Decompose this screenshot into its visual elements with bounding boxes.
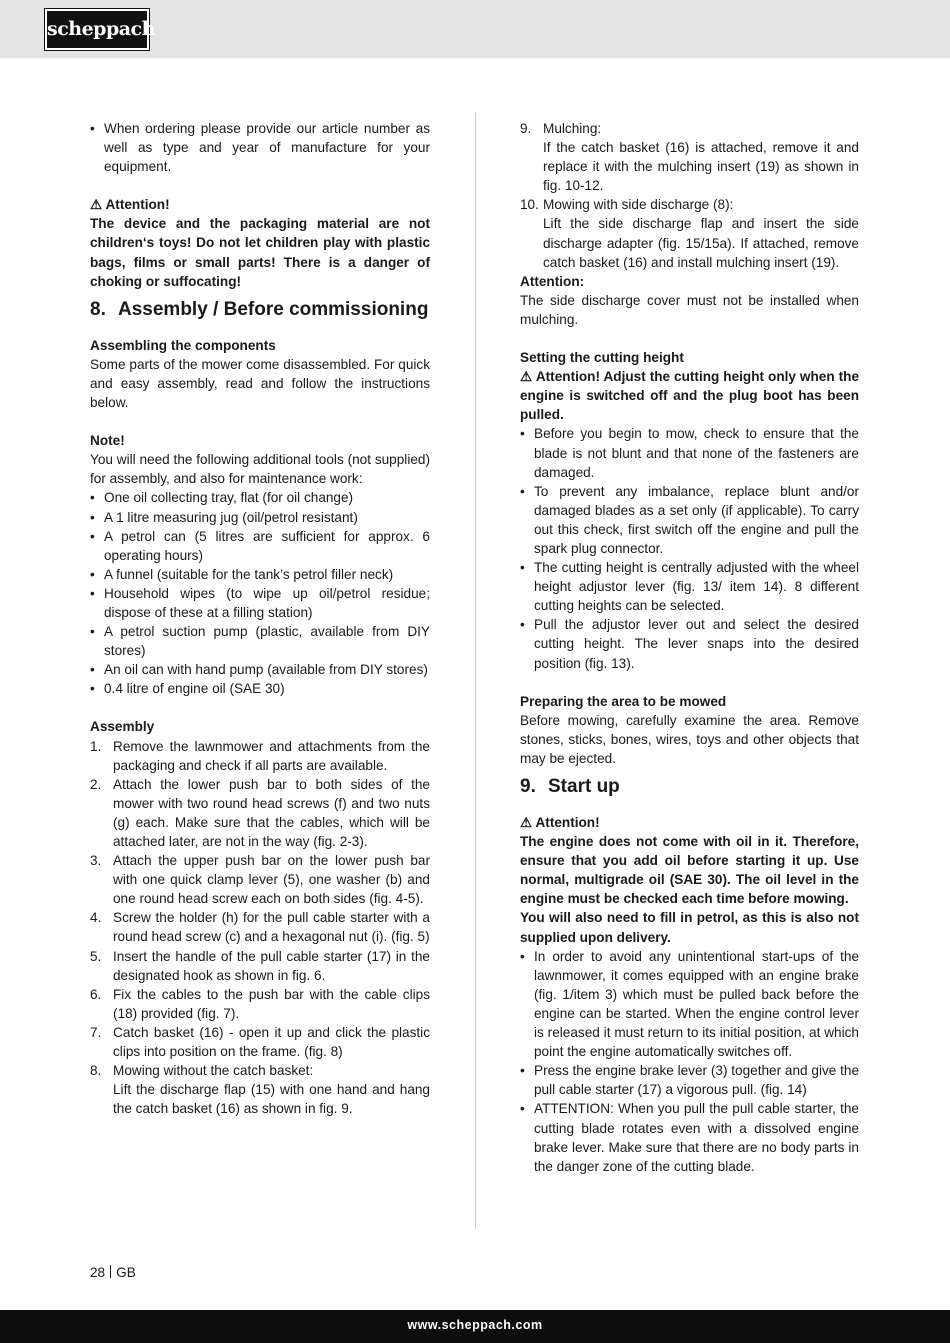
page-number: 28 bbox=[90, 1265, 106, 1280]
list-item: • Press the engine brake lever (3) together and give the pull cable starter (17) a vigorous pull. (fig. 14) bbox=[520, 1061, 859, 1099]
area-heading: Preparing the area to be mowed bbox=[520, 693, 727, 709]
tools-list bbox=[90, 488, 430, 698]
list-item: • Pull the adjustor lever out and select the desired cutting height. The lever snaps into the desired position (fig. 13). bbox=[520, 615, 859, 672]
footer-separator bbox=[110, 1265, 111, 1278]
cutting-height-list bbox=[520, 424, 859, 672]
list-item: 3. Attach the upper push bar on the lower push bar with one quick clamp lever (5), one washer (b) and one round head screw each on both sides (fig. 4-5). bbox=[90, 853, 430, 907]
cutting-height-warning: ⚠ Attention! Adjust the cutting height only when the engine is switched off and the plug boot has been pulled. bbox=[520, 369, 860, 423]
column-divider bbox=[475, 113, 476, 1230]
list-item: 4. Screw the holder (h) for the pull cable starter with a round head screw (c) and a hexagonal nut (i). (fig. 5) bbox=[90, 910, 430, 945]
startup-attention-title: ⚠ Attention! bbox=[520, 815, 600, 830]
website-link[interactable]: www.scheppach.com bbox=[407, 1318, 543, 1332]
area-text: Before mowing, carefully examine the area. Remove stones, sticks, bones, wires, toys and other objects that may be ejected. bbox=[520, 712, 859, 766]
mowing-steps bbox=[520, 119, 859, 272]
startup-list bbox=[520, 947, 859, 1176]
list-item: • 0.4 litre of engine oil (SAE 30) bbox=[90, 679, 430, 698]
cutting-height-heading: Setting the cutting height bbox=[520, 350, 684, 366]
list-item: • Household wipes (to wipe up oil/petrol residue; dispose of these at a filling station) bbox=[90, 584, 430, 622]
warning-triangle-icon: ⚠ bbox=[520, 369, 533, 385]
header-bar bbox=[0, 0, 950, 58]
list-item: • A 1 litre measuring jug (oil/petrol resistant) bbox=[90, 508, 430, 527]
section-9-heading: 9. Start up bbox=[520, 776, 620, 797]
language-code: GB bbox=[116, 1265, 136, 1280]
list-item: 8. Mowing without the catch basket: Lift the discharge flap (15) with one hand and hang the catch basket (16) as shown in fig. 9. bbox=[90, 1063, 430, 1117]
startup-petrol-text: You will also need to fill in petrol, as this is also not supplied upon delivery. bbox=[520, 910, 859, 945]
order-bullet: • When ordering please provide our article number as well as type and year of manufacture for your equipment. bbox=[90, 119, 430, 176]
list-item: 1. Remove the lawnmower and attachments from the packaging and check if all parts are available. bbox=[90, 738, 430, 773]
assembly-heading: Assembly bbox=[90, 719, 155, 735]
list-item: • The cutting height is centrally adjusted with the wheel height adjustor lever (fig. 13/ item 14). 8 different cutting heights can be selected. bbox=[520, 558, 859, 615]
list-item: • A petrol can (5 litres are sufficient for approx. 6 operating hours) bbox=[90, 527, 430, 565]
attention-title: ⚠ Attention! bbox=[90, 197, 170, 213]
list-item: 6. Fix the cables to the push bar with the cable clips (18) provided (fig. 7). bbox=[90, 986, 430, 1021]
assembling-heading: Assembling the components bbox=[90, 337, 276, 353]
assembly-steps bbox=[90, 737, 430, 1119]
list-item: • A funnel (suitable for the tank’s petrol filler neck) bbox=[90, 565, 430, 584]
list-item: • In order to avoid any unintentional start-ups of the lawnmower, it comes equipped with an engine brake (fig. 1/item 3) which must be pulled back before the engine can be started. When the engine control lever is released it must return to its initial position, at which point the engine automatically switches off. bbox=[520, 947, 859, 1062]
list-item: 7. Catch basket (16) - open it up and click the plastic clips into position on the frame. (fig. 8) bbox=[90, 1024, 430, 1060]
list-item: 2. Attach the lower push bar to both sides of the mower with two round head screws (f) and two nuts (g) each. Make sure that the cables, which will be attached later, are not in the way (fig. 2-3). bbox=[90, 776, 430, 849]
list-item: 9. Mulching: If the catch basket (16) is attached, remove it and replace it with the mulching insert (19) as shown in fig. 10-12. bbox=[520, 121, 859, 194]
warning-triangle-icon: ⚠ bbox=[90, 197, 103, 213]
page-footer bbox=[90, 1265, 136, 1280]
footer-bar bbox=[0, 1310, 950, 1343]
attention-heading: Attention: bbox=[520, 273, 585, 289]
section-8-heading: 8. Assembly / Before commissioning bbox=[90, 298, 429, 320]
list-item: • An oil can with hand pump (available from DIY stores) bbox=[90, 660, 430, 679]
list-item: • Before you begin to mow, check to ensure that the blade is not blunt and that none of the fasteners are damaged. bbox=[520, 424, 859, 481]
assembling-text: Some parts of the mower come disassembled. For quick and easy assembly, read and follow the instructions below. bbox=[90, 356, 430, 411]
attention-text: The side discharge cover must not be installed when mulching. bbox=[520, 292, 859, 327]
right-column bbox=[520, 119, 859, 1176]
list-item: • ATTENTION: When you pull the pull cable starter, the cutting blade rotates even with a dissolved engine brake lever. Make sure that there are no body parts in the danger zone of the cutting blade. bbox=[520, 1099, 859, 1175]
order-list bbox=[90, 119, 430, 176]
list-item: 10. Mowing with side discharge (8): Lift the side discharge flap and insert the side discharge adapter (fig. 15/15a). If attached, remove catch basket (16) and install mulching insert (19). bbox=[520, 197, 859, 270]
warning-triangle-icon: ⚠ bbox=[520, 815, 533, 830]
brand-logo: scheppach bbox=[45, 9, 149, 50]
left-column bbox=[90, 119, 430, 1118]
note-text: You will need the following additional tools (not supplied) for assembly, and also for maintenance work: bbox=[90, 452, 430, 487]
note-heading: Note! bbox=[90, 433, 125, 449]
startup-attention-text: The engine does not come with oil in it. Therefore, ensure that you add oil before starting it up. Use normal, multigrade oil (SAE 30). The oil level in the engine must be checked each time before mowing. bbox=[520, 834, 859, 907]
list-item: • A petrol suction pump (plastic, available from DIY stores) bbox=[90, 622, 430, 660]
list-item: 5. Insert the handle of the pull cable starter (17) in the designated hook as shown in fig. 6. bbox=[90, 948, 430, 983]
list-item: • To prevent any imbalance, replace blunt and/or damaged blades as a set only (if applicable). To carry out this check, first switch off the engine and pull the spark plug connector. bbox=[520, 482, 859, 558]
attention-text: The device and the packaging material are not children‘s toys! Do not let children play with plastic bags, films or small parts! There is a danger of choking or suffocating! bbox=[90, 216, 430, 289]
list-item: • One oil collecting tray, flat (for oil change) bbox=[90, 488, 430, 507]
